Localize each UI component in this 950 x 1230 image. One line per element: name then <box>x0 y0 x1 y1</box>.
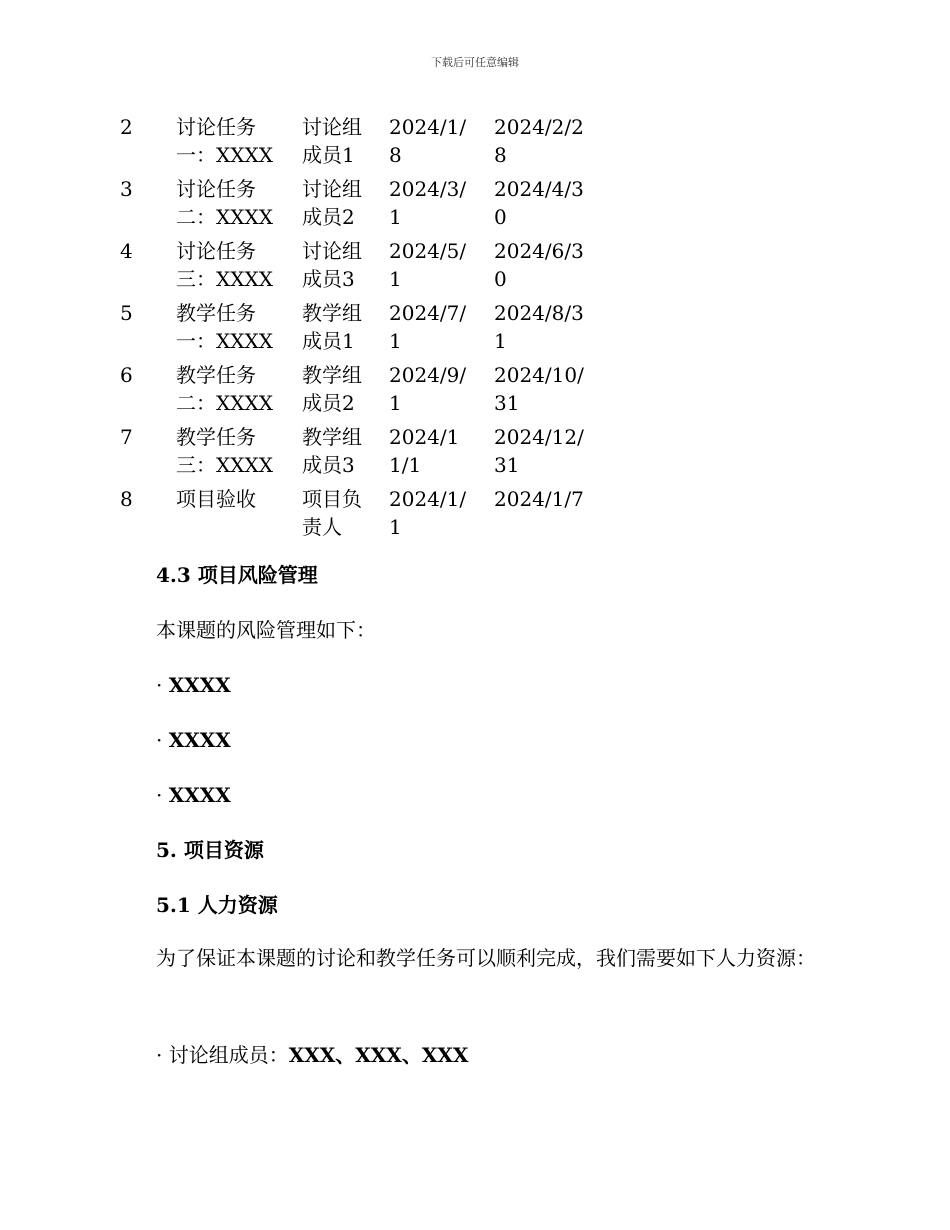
table-row <box>106 175 590 237</box>
task-owner: 项目负责人 <box>302 487 362 539</box>
hr-item-label: 讨论组成员： <box>168 1043 289 1067</box>
end-date: 2024/1/7 <box>494 487 584 511</box>
risk-item <box>156 726 231 754</box>
start-date: 2024/5/1 <box>389 239 467 291</box>
task-owner: 教学组成员3 <box>302 425 362 477</box>
risk-heading: 4.3 项目风险管理 <box>156 563 318 587</box>
end-date: 2024/10/31 <box>494 363 584 415</box>
resources-heading: 5. 项目资源 <box>156 838 264 862</box>
risk-item-text: XXXX <box>168 673 231 697</box>
hr-item-value: XXX、XXX、XXX <box>288 1043 469 1067</box>
task-owner: 讨论组成员3 <box>302 239 362 291</box>
start-date: 2024/11/1 <box>389 425 460 477</box>
table-row <box>106 361 590 423</box>
page-header: 下载后可任意编辑 <box>431 56 519 69</box>
task-name: 讨论任务三：XXXX <box>176 239 273 291</box>
human-resources-heading: 5.1 人力资源 <box>156 893 278 917</box>
bullet-mark: · <box>156 1043 163 1067</box>
human-resources-paragraph: 为了保证本课题的讨论和教学任务可以顺利完成，我们需要如下人力资源： <box>156 946 816 970</box>
start-date: 2024/3/1 <box>389 177 467 229</box>
task-owner: 讨论组成员1 <box>302 115 362 167</box>
row-number: 8 <box>120 487 133 511</box>
row-number: 3 <box>120 177 133 201</box>
task-owner: 教学组成员1 <box>302 301 362 353</box>
start-date: 2024/7/1 <box>389 301 467 353</box>
bullet-mark: · <box>156 728 163 752</box>
risk-item <box>156 671 231 699</box>
start-date: 2024/1/1 <box>389 487 467 539</box>
task-name: 教学任务一：XXXX <box>176 301 273 353</box>
table-row <box>106 423 590 485</box>
bullet-mark: · <box>156 673 163 697</box>
row-number: 4 <box>120 239 133 263</box>
hr-item <box>156 1041 468 1069</box>
row-number: 6 <box>120 363 133 387</box>
end-date: 2024/6/30 <box>494 239 584 291</box>
risk-item-text: XXXX <box>168 783 231 807</box>
row-number: 5 <box>120 301 133 325</box>
row-number: 2 <box>120 115 133 139</box>
start-date: 2024/1/8 <box>389 115 467 167</box>
end-date: 2024/8/31 <box>494 301 584 353</box>
risk-item <box>156 781 231 809</box>
end-date: 2024/4/30 <box>494 177 584 229</box>
end-date: 2024/12/31 <box>494 425 584 477</box>
task-name: 项目验收 <box>176 487 256 511</box>
table-row <box>106 113 590 175</box>
task-owner: 讨论组成员2 <box>302 177 362 229</box>
task-name: 讨论任务一：XXXX <box>176 115 273 167</box>
risk-intro: 本课题的风险管理如下： <box>156 618 376 642</box>
end-date: 2024/2/28 <box>494 115 584 167</box>
start-date: 2024/9/1 <box>389 363 467 415</box>
task-owner: 教学组成员2 <box>302 363 362 415</box>
task-name: 教学任务二：XXXX <box>176 363 273 415</box>
bullet-mark: · <box>156 783 163 807</box>
risk-item-text: XXXX <box>168 728 231 752</box>
schedule-table <box>106 113 590 547</box>
task-name: 教学任务三：XXXX <box>176 425 273 477</box>
table-row <box>106 237 590 299</box>
task-name: 讨论任务二：XXXX <box>176 177 273 229</box>
table-row <box>106 485 590 547</box>
row-number: 7 <box>120 425 133 449</box>
table-row <box>106 299 590 361</box>
